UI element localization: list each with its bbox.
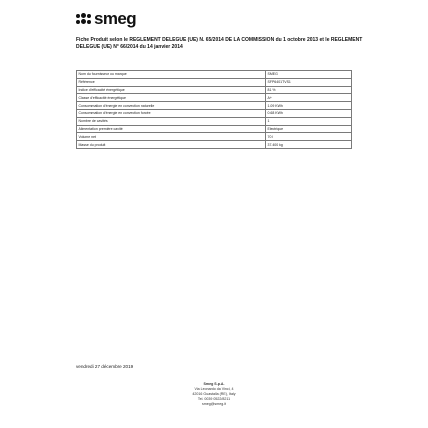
- footer-address-line-1: Via Leonardo da Vinci, 4: [194, 387, 234, 391]
- spec-label-cell: Référence: [77, 78, 266, 86]
- footer-company-name: Smeg S.p.A.: [203, 382, 225, 386]
- spec-value-cell: 81 %: [266, 86, 352, 94]
- table-row: [77, 94, 352, 102]
- spec-label-cell: Volume net: [77, 133, 266, 141]
- smeg-logo: [76, 10, 136, 28]
- table-row: [77, 117, 352, 125]
- product-spec-table: [76, 70, 352, 149]
- spec-value-cell: 37.400 kg: [266, 141, 352, 149]
- spec-value-cell: 1: [266, 117, 352, 125]
- spec-table-body: [77, 71, 352, 149]
- table-row: [77, 141, 352, 149]
- table-row: [77, 133, 352, 141]
- footer-phone: Tel. 0039 0522/8211: [197, 397, 231, 401]
- footer-email-link[interactable]: smeg@smeg.it: [201, 402, 227, 406]
- table-row: [77, 102, 352, 110]
- spec-label-cell: Alimentation première cavité: [77, 125, 266, 133]
- company-footer: [160, 382, 268, 407]
- footer-address-line-2: 42016 Guastalla (RE), Italy: [192, 392, 236, 396]
- table-row: [77, 86, 352, 94]
- spec-label-cell: Consommation d'énergie en convection naturelle: [77, 102, 266, 110]
- spec-value-cell: SMEG: [266, 71, 352, 79]
- logo-wordmark: smeg: [94, 9, 137, 28]
- spec-label-cell: Masse du produit: [77, 141, 266, 149]
- spec-label-cell: Nom du fournisseur ou marque: [77, 71, 266, 79]
- table-row: [77, 109, 352, 117]
- document-date: vendredi 27 décembre 2019: [76, 364, 134, 369]
- spec-label-cell: Indice d'efficacité énergétique: [77, 86, 266, 94]
- document-title: Fiche Produit selon le REGLEMENT DELEGUE (UE) N. 65/2014 DE LA COMMISSION du 1 octobre 2013 et le REGLEMENT DELEGUE (UE) N° 66/2014 du 14 janvier 2014: [76, 37, 363, 50]
- spec-value-cell: 0.68 KWh: [266, 109, 352, 117]
- spec-value-cell: Electrique: [266, 125, 352, 133]
- table-row: [77, 71, 352, 79]
- table-row: [77, 78, 352, 86]
- spec-label-cell: Consommation d'énergie en convection forcée: [77, 109, 266, 117]
- spec-value-cell: SFP6401TVS1: [266, 78, 352, 86]
- spec-value-cell: A+: [266, 94, 352, 102]
- spec-value-cell: 70 l: [266, 133, 352, 141]
- spec-label-cell: Classe d'efficacité énergétique: [77, 94, 266, 102]
- smeg-dots-logo-icon: [76, 13, 92, 25]
- spec-value-cell: 1.09 KWh: [266, 102, 352, 110]
- table-row: [77, 125, 352, 133]
- spec-label-cell: Nombre de cavités: [77, 117, 266, 125]
